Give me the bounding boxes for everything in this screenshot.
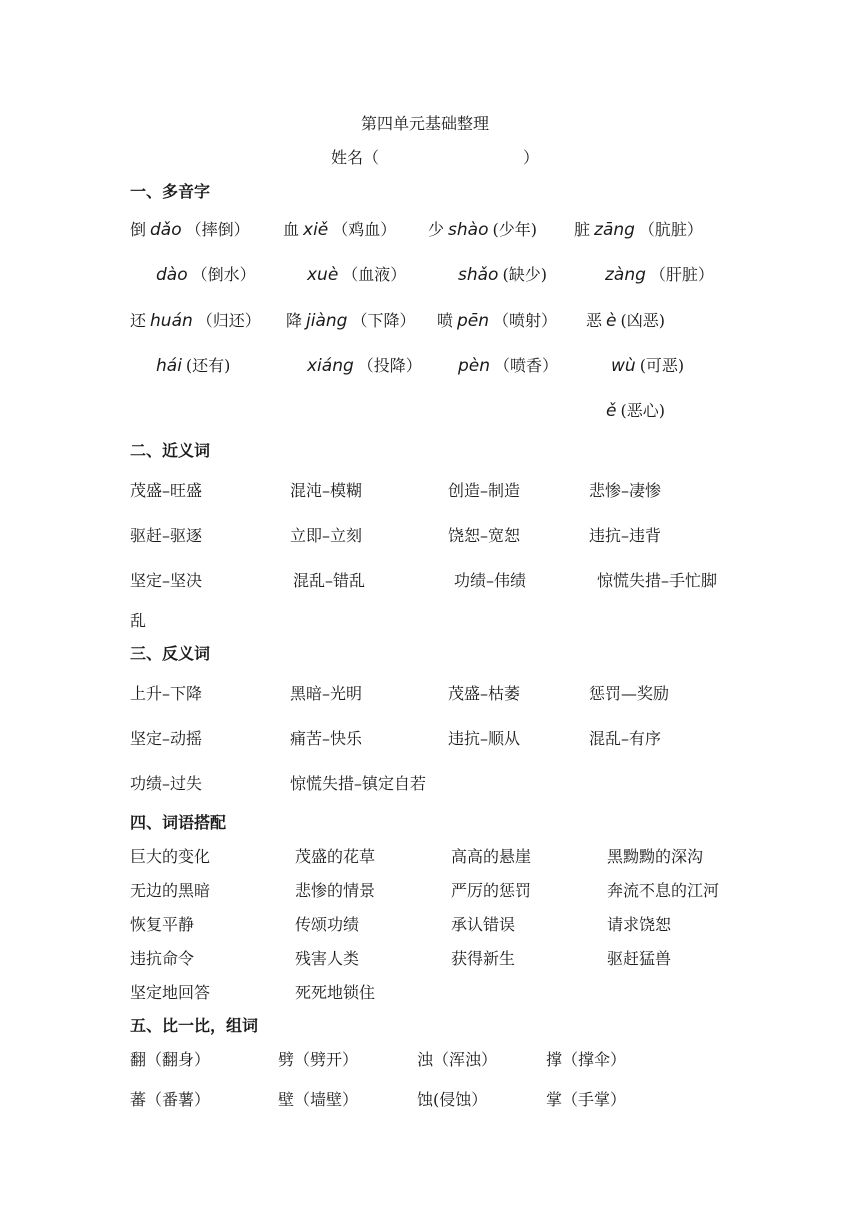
polyphone-entry: pèn （喷香） xyxy=(458,356,559,376)
collocation-item: 驱赶猛兽 xyxy=(607,949,672,968)
polyphone-entry: hái (还有) xyxy=(156,356,231,376)
synonym-pair: 驱赶–驱逐 xyxy=(130,526,203,545)
polyphone-entry: 喷 pēn （喷射） xyxy=(437,311,558,331)
antonym-pair: 上升–下降 xyxy=(130,684,203,703)
section-heading-antonyms: 三、反义词 xyxy=(130,644,211,663)
polyphone-entry: 脏 zāng （肮脏） xyxy=(574,220,703,240)
polyphone-entry: shǎo (缺少) xyxy=(458,265,547,285)
compare-item: 翻（翻身） xyxy=(130,1050,211,1069)
collocation-item: 违抗命令 xyxy=(130,949,195,968)
collocation-item: 传颂功绩 xyxy=(295,915,360,934)
polyphone-row xyxy=(0,398,860,422)
polyphone-row xyxy=(0,308,860,332)
antonym-pair: 违抗–顺从 xyxy=(448,729,521,748)
name-label: 姓名（ xyxy=(331,148,380,167)
polyphone-row xyxy=(0,217,860,241)
synonym-pair: 惊慌失措–手忙脚 xyxy=(597,571,718,590)
polyphone-entry: wù (可恶) xyxy=(611,356,685,376)
section-heading-compare: 五、比一比，组词 xyxy=(130,1016,259,1035)
section-heading-synonyms: 二、近义词 xyxy=(130,441,211,460)
synonym-row xyxy=(0,523,860,547)
antonym-pair: 黑暗–光明 xyxy=(290,684,363,703)
compare-item: 掌（手掌） xyxy=(546,1090,627,1109)
compare-row xyxy=(0,1087,860,1111)
synonym-pair: 混乱–错乱 xyxy=(293,571,366,590)
collocation-item: 高高的悬崖 xyxy=(451,847,532,866)
polyphone-entry: 还 huán （归还） xyxy=(130,311,261,331)
name-close: ） xyxy=(523,148,540,167)
polyphone-row xyxy=(0,262,860,286)
collocation-item: 悲惨的情景 xyxy=(295,881,376,900)
collocation-item: 获得新生 xyxy=(451,949,516,968)
synonym-pair: 茂盛–旺盛 xyxy=(130,481,203,500)
section-heading-collocations: 四、词语搭配 xyxy=(130,813,227,832)
collocation-item: 无边的黑暗 xyxy=(130,881,211,900)
collocation-item: 黑黝黝的深沟 xyxy=(607,847,704,866)
compare-item: 劈（劈开） xyxy=(278,1050,359,1069)
synonym-pair: 立即–立刻 xyxy=(290,526,363,545)
compare-row xyxy=(0,1047,860,1071)
synonym-row xyxy=(0,478,860,502)
collocation-row xyxy=(0,946,860,970)
antonym-row xyxy=(0,726,860,750)
antonym-pair: 功绩–过失 xyxy=(130,774,203,793)
collocation-item: 严厉的惩罚 xyxy=(451,881,532,900)
compare-item: 浊（浑浊） xyxy=(417,1050,498,1069)
page-title: 第四单元基础整理 xyxy=(361,114,490,133)
antonym-pair: 坚定–动摇 xyxy=(130,729,203,748)
synonym-pair: 饶恕–宽恕 xyxy=(448,526,521,545)
antonym-pair: 惊慌失措–镇定自若 xyxy=(290,774,427,793)
synonym-pair: 混沌–模糊 xyxy=(290,481,363,500)
collocation-row xyxy=(0,980,860,1004)
collocation-row xyxy=(0,878,860,902)
polyphone-entry: xuè （血液） xyxy=(307,265,407,285)
collocation-item: 残害人类 xyxy=(295,949,360,968)
polyphone-row xyxy=(0,353,860,377)
polyphone-entry: 血 xiě （鸡血） xyxy=(283,220,397,240)
collocation-item: 请求饶恕 xyxy=(607,915,672,934)
synonym-wrap-text: 乱 xyxy=(130,611,147,630)
antonym-pair: 混乱–有序 xyxy=(589,729,662,748)
collocation-row xyxy=(0,912,860,936)
synonym-pair: 违抗–违背 xyxy=(589,526,662,545)
antonym-pair: 痛苦–快乐 xyxy=(290,729,363,748)
compare-item: 撑（撑伞） xyxy=(546,1050,627,1069)
polyphone-entry: 降 jiàng （下降） xyxy=(286,311,416,331)
collocation-item: 坚定地回答 xyxy=(130,983,211,1002)
antonym-row xyxy=(0,771,860,795)
synonym-pair: 坚定–坚决 xyxy=(130,571,203,590)
compare-item: 蚀(侵蚀） xyxy=(417,1090,488,1109)
antonym-pair: 惩罚—奖励 xyxy=(589,684,670,703)
polyphone-entry: 倒 dǎo （摔倒） xyxy=(130,220,250,240)
synonym-pair: 创造–制造 xyxy=(448,481,521,500)
collocation-row xyxy=(0,844,860,868)
collocation-item: 承认错误 xyxy=(451,915,516,934)
collocation-item: 死死地锁住 xyxy=(295,983,376,1002)
collocation-item: 茂盛的花草 xyxy=(295,847,376,866)
collocation-item: 恢复平静 xyxy=(130,915,195,934)
polyphone-entry: zàng （肝脏） xyxy=(605,265,714,285)
collocation-item: 奔流不息的江河 xyxy=(607,881,720,900)
compare-item: 蕃（番薯） xyxy=(130,1090,211,1109)
polyphone-entry: ě (恶心) xyxy=(606,401,665,421)
antonym-pair: 茂盛–枯萎 xyxy=(448,684,521,703)
synonym-row xyxy=(0,568,860,592)
compare-item: 壁（墙壁） xyxy=(278,1090,359,1109)
polyphone-entry: xiáng （投降） xyxy=(307,356,422,376)
synonym-pair: 功绩–伟绩 xyxy=(454,571,527,590)
antonym-row xyxy=(0,681,860,705)
section-heading-polyphones: 一、多音字 xyxy=(130,182,211,201)
synonym-pair: 悲惨–凄惨 xyxy=(589,481,662,500)
polyphone-entry: 少 shào (少年) xyxy=(428,220,537,240)
polyphone-entry: 恶 è (凶恶) xyxy=(586,311,665,331)
polyphone-entry: dào （倒水） xyxy=(156,265,256,285)
collocation-item: 巨大的变化 xyxy=(130,847,211,866)
